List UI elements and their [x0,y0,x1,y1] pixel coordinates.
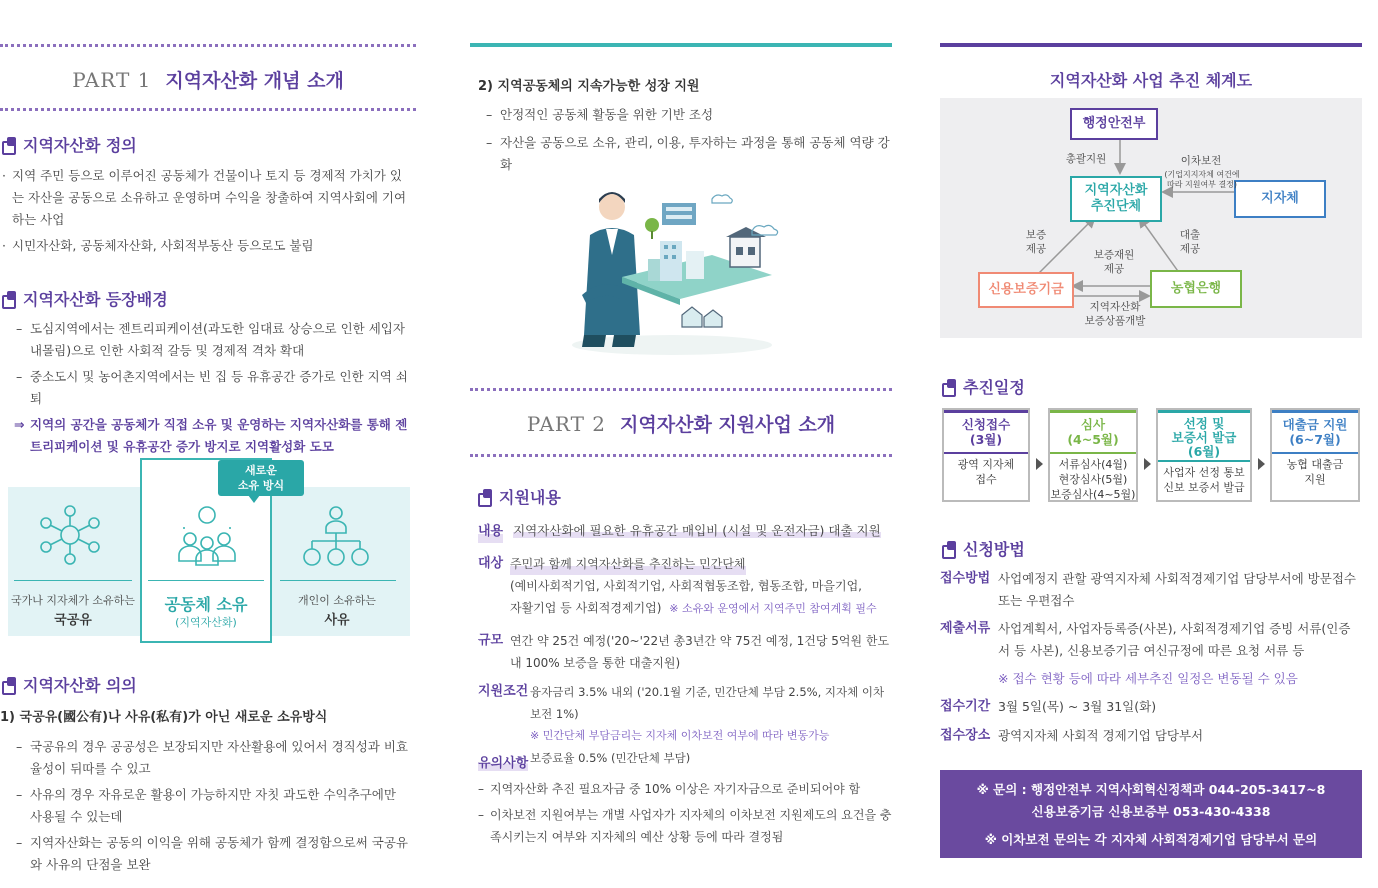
schedule-step-body-line: 지원 [1304,473,1326,486]
section-background-label: 지역자산화 등장배경 [23,290,168,309]
private-ownership-desc: 개인이 소유하는 [298,594,376,607]
hierarchy-icon [300,503,372,567]
part1-label: PART 1 [72,68,152,92]
divider [148,580,264,581]
apply-period-row [940,696,1362,718]
significance-item: – 사유의 경우 자유로운 활용이 가능하지만 자칫 과도한 수익추구에만 사용될 수 있는데 [0,784,410,828]
schedule-step [942,408,1030,502]
section-support-title [478,485,561,508]
column-part2 [470,0,892,888]
background-item: – 도심지역에서는 젠트리피케이션(과도한 임대료 상승으로 인한 세입자 내몰림)으로 인한 사회적 갈등 및 경제적 격차 확대 [0,318,410,362]
schedule-step-body-line: 서류심사(4월) [1058,458,1128,471]
top-bar [940,43,1362,47]
definition-item: · 시민자산화, 공동체자산화, 사회적부동산 등으로도 불림 [0,235,410,257]
schedule-step-body-line: 사업자 선정 통보 [1163,466,1245,479]
notes-item-text: 이차보전 지원여부는 개별 사업자가 지자체의 이차보전 지원제도의 요건을 충족시키는지 여부와 지자체의 예산 상황 등에 따라 결정됨 [490,808,892,844]
part2-label: PART 2 [526,412,607,436]
significance-list [0,736,410,876]
schedule-step-header-line: 심사 [1080,417,1106,432]
divider-bottom [0,108,416,111]
apply-docs-row [940,618,1362,662]
public-ownership-label: 국공유 [54,613,92,628]
org-node-credit-fund: 신용보증기금 [978,272,1074,308]
scale-value: 연간 약 25건 예정('20~'22년 총3년간 약 75건 예정, 1건당 5억원 한도 내 100% 보증을 통한 대출지원) [510,634,890,670]
apply-place-key: 접수장소 [940,728,991,743]
section-apply-label: 신청방법 [963,540,1025,559]
new-ownership-badge [218,460,304,496]
significance-subtitle: 1) 국공유(國公有)나 사유(私有)가 아닌 새로운 소유방식 [0,710,328,725]
content-key: 내용 [478,521,503,543]
divider [280,580,396,581]
background-list [0,318,410,458]
notes-item [470,804,892,848]
community-group-icon [176,503,238,569]
org-chart [940,98,1362,338]
schedule-step-body-line: 접수 [975,473,997,486]
org-node-nh-bank: 농협은행 [1150,270,1242,308]
background-item: – 중소도시 및 농어촌지역에서는 빈 집 등 유휴공간 증가로 인한 지역 쇠퇴 [0,366,410,410]
label-interest-subsidy: 이차보전 [1180,155,1222,167]
apply-place-row [940,725,1362,747]
dev-line2: 보증상품개발 [1084,315,1146,327]
badge-line2: 소유 방식 [237,479,285,492]
top-bar [470,43,892,47]
contact-line1: ※ 문의 : 행정안전부 지역사회혁신정책과 044-205-3417~8 [976,782,1326,797]
sub2-title: 2) 지역공동체의 지속가능한 성장 지원 [478,79,700,94]
dash-mark: – [478,808,484,822]
contact-box [940,770,1362,858]
divider-top [0,44,416,47]
part2-title: 지역자산화 지원사업 소개 [620,414,836,436]
section-significance-label: 지역자산화 의의 [23,676,137,695]
guarantee-line1: 보증 [1025,229,1047,241]
section-icon [478,489,493,504]
dev-line1: 지역자산화 [1089,301,1141,313]
org-chart-title: 지역자산화 사업 추진 체계도 [1049,71,1253,90]
fund-line1: 보증재원 [1093,249,1135,261]
loan-line1: 대출 [1179,229,1201,241]
schedule-step-header-line: 대출금 지원 [1282,417,1348,432]
schedule-step-header [1272,410,1358,454]
schedule-step-body-line: 신보 보증서 발급 [1163,481,1245,494]
label-interest-note2: 따라 지원여부 결정) [1166,180,1238,189]
schedule-step-body [1050,454,1136,502]
org-node-promoter [1070,176,1162,222]
schedule-step-body-line: 현장심사(5월) [1058,473,1128,486]
sub2-item: – 자산을 공동으로 소유, 관리, 이용, 투자하는 과정을 통해 공동체 역량 강화 [470,132,890,176]
section-icon [942,541,957,556]
schedule-step-header-line: 보증서 발급 [1171,430,1237,445]
notes-key: 유의사항 [478,752,528,771]
definition-list [0,165,410,257]
target-note: ※ 소유와 운영에서 지역주민 참여계획 필수 [669,602,877,615]
loan-line2: 제공 [1179,243,1201,255]
apply-note: ※ 접수 현황 등에 따라 세부추진 일정은 변동될 수 있음 [998,671,1298,686]
notes-item [470,778,892,800]
schedule-step-header-line: (4~5월) [1067,432,1119,447]
column-part1 [0,0,416,888]
section-significance-title [2,673,137,696]
contact-line3: ※ 이차보전 문의는 각 지자체 사회적경제기업 담당부서 문의 [984,832,1318,847]
apply-period-value: 3월 5일(목) ~ 3월 31일(화) [998,699,1157,714]
target-line1: 주민과 함께 지역자산화를 추진하는 민간단체 [510,553,746,575]
section-background-title [2,287,168,310]
apply-method-value: 사업예정지 관할 광역지자체 사회적경제기업 담당부서에 방문접수 또는 우편접수 [998,571,1356,608]
schedule-step-body-line: 농협 대출금 [1286,458,1344,471]
target-line3: 자활기업 등 사회적경제기업) [510,601,662,615]
column-system [940,0,1364,888]
definition-item: · 지역 주민 등으로 이루어진 공동체가 건물이나 토지 등 경제적 가치가 있는 자산을 공동으로 소유하고 운영하며 수익을 창출하여 지역사회에 기여하는 사업 [0,165,410,231]
schedule-step-header-line: (6~7월) [1289,432,1341,447]
schedule-step-body [1272,454,1358,487]
schedule-step-header-line: (3월) [969,432,1003,447]
contact-line2: 신용보증기금 신용보증부 053-430-4338 [1031,804,1271,819]
org-node-local-gov: 지자체 [1234,180,1326,218]
section-icon [2,291,17,306]
public-ownership-desc: 국가나 지자체가 소유하는 [11,594,135,607]
private-ownership-label: 사유 [324,613,350,628]
section-definition-title [2,133,137,156]
significance-item: – 국공유의 경우 공공성은 보장되지만 자산활용에 있어서 경직성과 비효율성이 뒤따를 수 있고 [0,736,410,780]
chevron-right-icon [1036,458,1043,470]
significance-item: – 지역자산화는 공동의 이익을 위해 공동체가 함께 결정함으로써 국공유와 사유의 단점을 보완 [0,832,410,876]
sub2-list [470,104,890,176]
schedule-step-header [1158,410,1250,462]
guarantee-line2: 제공 [1025,243,1047,255]
chevron-right-icon [1144,458,1151,470]
section-apply-title [942,537,1025,560]
label-product-dev [1074,300,1156,328]
target-line2: (예비사회적기업, 사회적기업, 사회적협동조합, 협동조합, 마을기업, [510,579,862,593]
section-support-label: 지원내용 [499,488,561,507]
section-icon [2,137,17,152]
condition-key: 지원조건 [478,684,529,699]
condition-value [478,681,890,769]
community-ownership-sub: (지역자산화) [175,616,237,629]
schedule-step [1270,408,1360,502]
condition-line1: 융자금리 3.5% 내외 ('20.1월 기준, 민간단체 부담 2.5%, 지자체 이차 보전 1%) [530,685,885,721]
section-definition-label: 지역자산화 정의 [23,136,137,155]
target-key: 대상 [478,556,504,571]
schedule-step-header-line: 신청접수 [961,417,1011,432]
schedule-step [1048,408,1138,502]
section-schedule-label: 추진일정 [963,378,1025,397]
support-content-row [478,520,890,543]
apply-method-key: 접수방법 [940,571,991,586]
chevron-right-icon [1258,458,1265,470]
label-interest-note1: (기업지지자체 여건에 [1164,170,1240,179]
part2-header [470,410,892,437]
target-value [478,553,890,620]
apply-period-key: 접수기간 [940,699,991,714]
sub2-item: – 안정적인 공동체 활동을 위한 기반 조성 [470,104,890,126]
apply-place-value: 광역지자체 사회적 경제기업 담당부서 [998,728,1204,743]
schedule-step-body [944,454,1028,487]
label-general-support: 총괄지원 [1065,153,1107,165]
section-schedule-title [942,375,1025,398]
apply-docs-value: 사업계획서, 사업자등록증(사본), 사회적경제기업 증빙 서류(인증서 등 사본), 신용보증기금 여신규정에 따른 요청 서류 등 [998,621,1351,658]
community-asset-illustration [562,185,794,357]
condition-line2: 보증료율 0.5% (민간단체 부담) [530,751,691,765]
apply-method-row [940,568,1362,612]
label-loan [1170,228,1210,256]
divider [14,580,132,581]
fund-line2: 제공 [1103,263,1125,275]
part1-title: 지역자산화 개념 소개 [165,70,344,92]
condition-note: ※ 민간단체 부담금리는 지자체 이차보전 여부에 따라 변동가능 [530,729,830,742]
background-conclusion: ⇒ 지역의 공간을 공동체가 직접 소유 및 운영하는 지역자산화를 통해 젠트리피케이션 및 유휴공간 증가 방지로 지역활성화 도모 [0,414,410,458]
notes-list [470,778,892,848]
support-scale-row [478,630,890,674]
schedule-step-header [944,410,1028,454]
promoter-line2: 추진단체 [1090,199,1142,214]
schedule-step-header [1050,410,1136,454]
part1-header [0,66,416,93]
section-icon [2,677,17,692]
content-value: 지역자산화에 필요한 유휴공간 매입비 (시설 및 운전자금) 대출 지원 [513,523,881,538]
dash-mark: – [478,782,484,796]
support-condition-row [478,681,890,769]
schedule-step-body-line: 광역 지자체 [957,458,1015,471]
divider-top [470,388,892,391]
community-ownership-label: 공동체 소유 [164,595,248,614]
network-icon [38,503,102,567]
apply-docs-key: 제출서류 [940,621,991,636]
promoter-line1: 지역자산화 [1084,183,1148,198]
notes-item-text: 지역자산화 추진 필요자금 중 10% 이상은 자기자금으로 준비되어야 함 [490,782,861,796]
schedule-step-header-line: (6월) [1187,444,1221,459]
schedule-step [1156,408,1252,502]
target-line3-wrap [510,597,890,620]
schedule-step-body-line: 보증심사(4~5월) [1050,488,1136,501]
section-icon [942,379,957,394]
badge-line1: 새로운 [245,464,277,477]
org-node-mois: 행정안전부 [1070,108,1158,140]
schedule-step-body [1158,462,1250,495]
schedule-step-header-line: 선정 및 [1183,416,1225,431]
label-guarantee-fund [1086,248,1142,276]
label-guarantee [1016,228,1056,256]
support-target-row [478,553,890,620]
scale-key: 규모 [478,633,504,648]
divider-bottom [470,454,892,457]
